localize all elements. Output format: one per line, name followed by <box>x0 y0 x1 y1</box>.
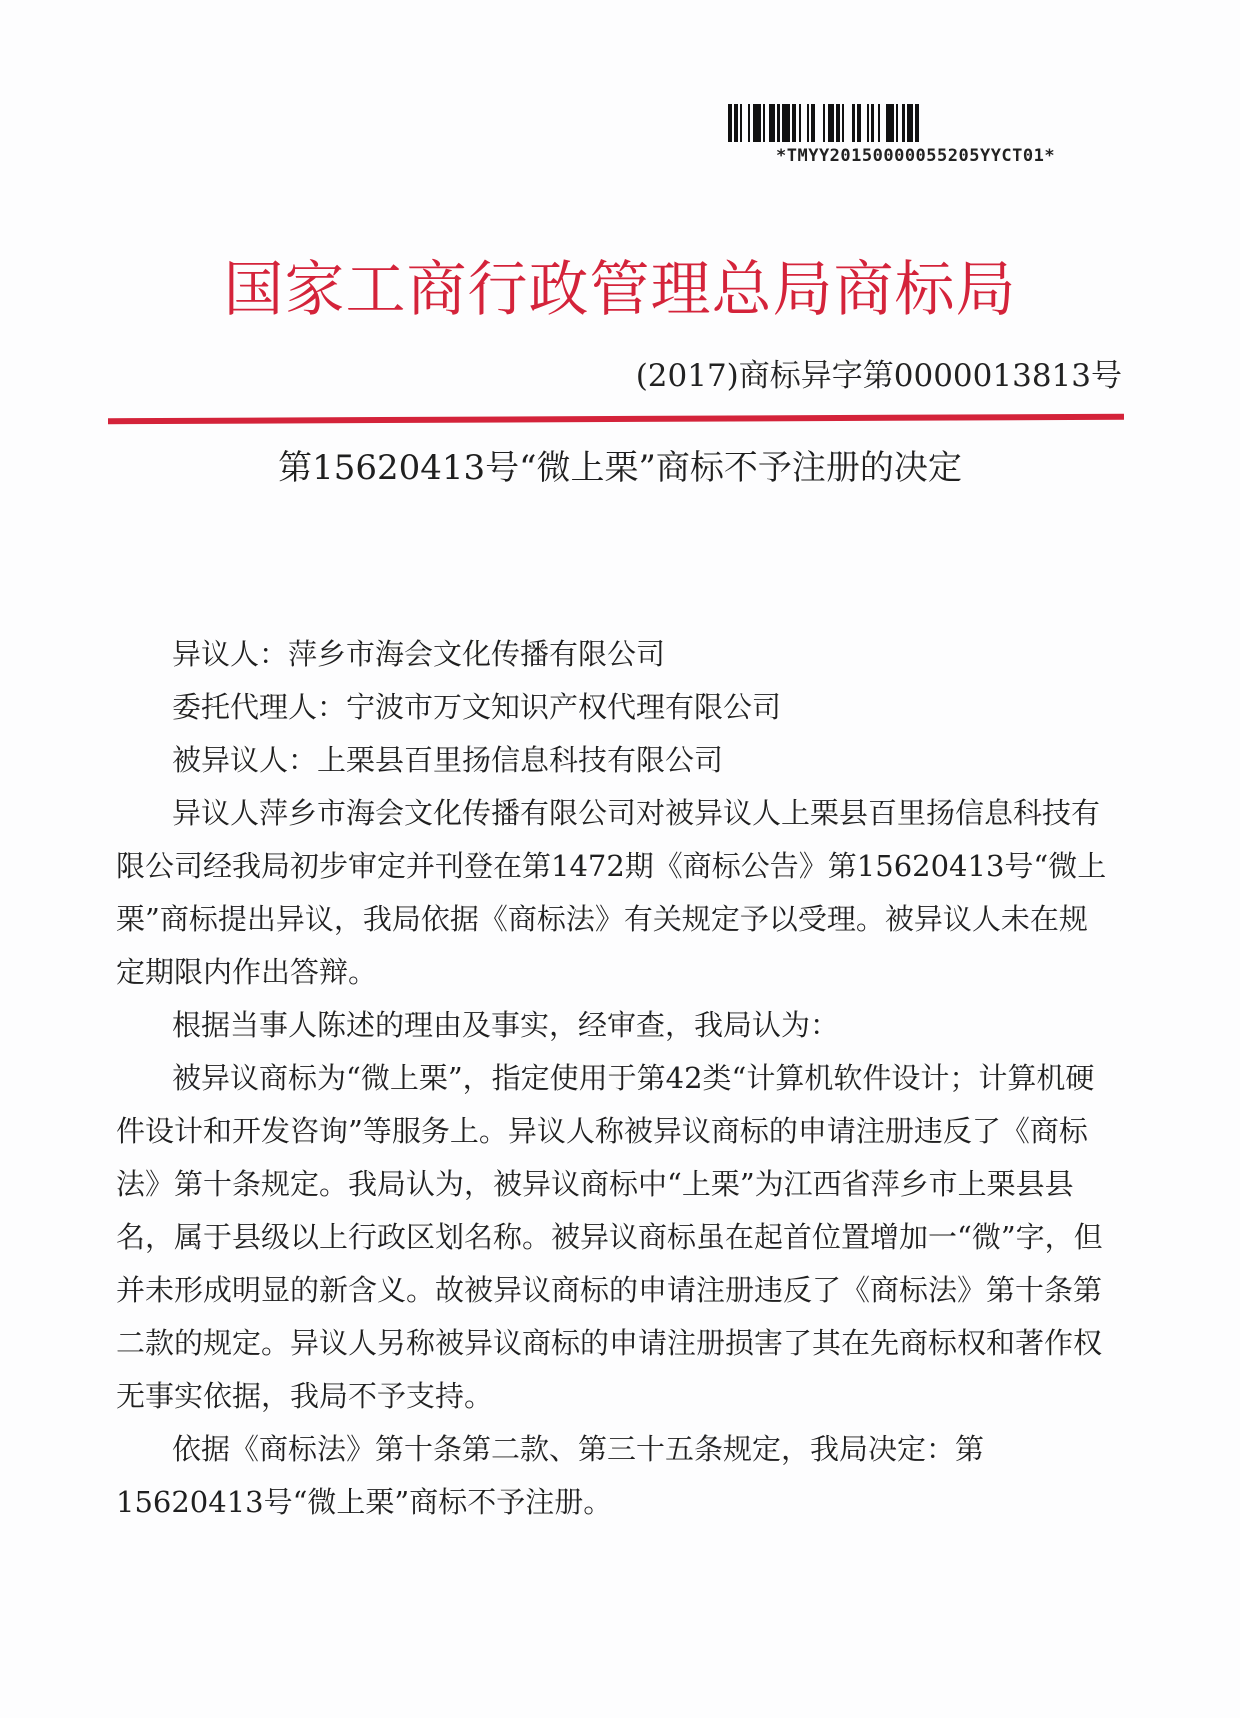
respondent-line: 被异议人：上栗县百里扬信息科技有限公司 <box>172 743 724 777</box>
red-divider <box>108 414 1124 424</box>
decision-title: 第15620413号“微上栗”商标不予注册的决定 <box>278 448 962 488</box>
barcode-bar <box>782 104 790 142</box>
issuing-authority: 国家工商行政管理总局商标局 <box>223 255 1017 325</box>
barcode-bar <box>915 104 919 142</box>
barcode-text: *TMYY20150000055205YYCT01* <box>776 146 1056 166</box>
paragraph-opposition: 异议人萍乡市海会文化传播有限公司对被异议人上栗县百里扬信息科技有限公司经我局初步审定并刊登在第1472期《商标公告》第15620413号“微上栗”商标提出异议，我局依据《商标法》有关规定予以受理。被异议人未在规定期限内作出答辩。 <box>116 796 1107 989</box>
opponent-line: 异议人：萍乡市海会文化传播有限公司 <box>172 637 666 671</box>
barcode-bar <box>815 104 823 142</box>
document-body <box>116 628 1116 1529</box>
barcode-bar <box>753 104 761 142</box>
barcode-bar <box>886 104 894 142</box>
barcode-bar <box>844 104 852 142</box>
paragraph-review-intro: 根据当事人陈述的理由及事实，经审查，我局认为： <box>172 1008 840 1042</box>
barcode <box>728 104 1088 166</box>
paragraph-findings: 被异议商标为“微上栗”，指定使用于第42类“计算机软件设计；计算机硬件设计和开发咨询”等服务上。异议人称被异议商标的申请注册违反了《商标法》第十条规定。我局认为，被异议商标中“上栗”为江西省萍乡市上栗县县名，属于县级以上行政区划名称。被异议商标虽在起首位置增加一“微”字，但并未形成明显的新含义。故被异议商标的申请注册违反了《商标法》第十条第二款的规定。异议人另称被异议商标的申请注册损害了其在先商标权和著作权无事实依据，我局不予支持。 <box>116 1061 1103 1413</box>
paragraph-decision: 依据《商标法》第十条第二款、第三十五条规定，我局决定：第15620413号“微上栗”商标不予注册。 <box>116 1432 985 1519</box>
barcode-bars <box>728 104 1088 142</box>
document-number: (2017)商标异字第0000013813号 <box>635 358 1122 394</box>
agent-line: 委托代理人：宁波市万文知识产权代理有限公司 <box>172 690 782 724</box>
